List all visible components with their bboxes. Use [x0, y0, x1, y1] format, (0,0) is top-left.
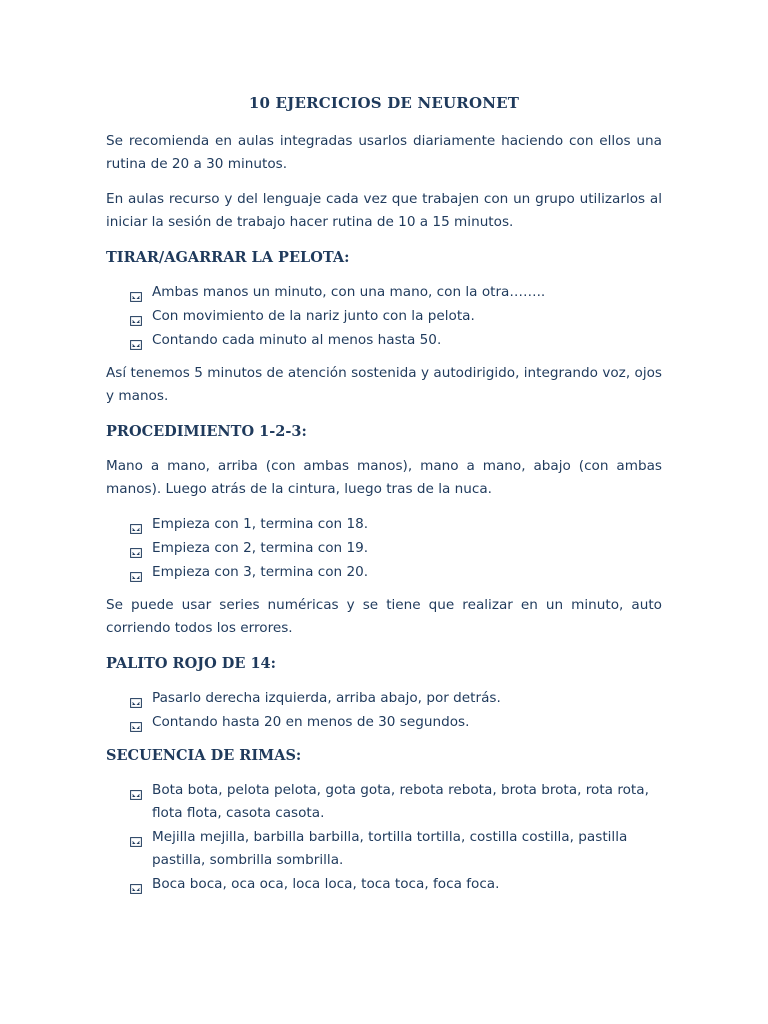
list-item: Contando hasta 20 en menos de 30 segundos. — [130, 711, 662, 734]
list-item: Ambas manos un minuto, con una mano, con la otra…….. — [130, 281, 662, 304]
checkbox-bullet-icon — [130, 717, 142, 727]
checkbox-bullet-icon — [130, 785, 142, 795]
list-item: Contando cada minuto al menos hasta 50. — [130, 329, 662, 352]
checkbox-bullet-icon — [130, 287, 142, 297]
intro-paragraph-2: En aulas recurso y del lenguaje cada vez que trabajen con un grupo utilizarlos al iniciar la sesión de trabajo hacer rutina de 10 a 15 minutos. — [106, 191, 662, 230]
section-heading-secuencia-rimas: SECUENCIA DE RIMAS: — [106, 747, 302, 764]
exercise-list-secuencia-rimas — [106, 779, 662, 896]
document-title: 10 EJERCICIOS DE NEURONET — [248, 94, 520, 112]
exercise-list-procedimiento — [106, 513, 662, 584]
checkbox-bullet-icon — [130, 543, 142, 553]
intro-paragraph-1: Se recomienda en aulas integradas usarlos diariamente haciendo con ellos una rutina de 20 a 30 minutos. — [106, 133, 662, 172]
checkbox-bullet-icon — [130, 567, 142, 577]
checkbox-bullet-icon — [130, 832, 142, 842]
exercise-list-tirar-agarrar — [106, 281, 662, 352]
list-item: Con movimiento de la nariz junto con la pelota. — [130, 305, 662, 328]
section-note-procedimiento: Se puede usar series numéricas y se tiene que realizar en un minuto, auto corriendo todos los errores. — [106, 597, 662, 636]
checkbox-bullet-icon — [130, 519, 142, 529]
section-description-procedimiento: Mano a mano, arriba (con ambas manos), mano a mano, abajo (con ambas manos). Luego atrás de la cintura, luego tras de la nuca. — [106, 458, 662, 497]
list-item: Mejilla mejilla, barbilla barbilla, tortilla tortilla, costilla costilla, pastilla pastilla, sombrilla sombrilla. — [130, 826, 662, 872]
list-item: Pasarlo derecha izquierda, arriba abajo, por detrás. — [130, 687, 662, 710]
section-heading-tirar-agarrar: TIRAR/AGARRAR LA PELOTA: — [106, 249, 350, 266]
checkbox-bullet-icon — [130, 693, 142, 703]
list-item: Bota bota, pelota pelota, gota gota, rebota rebota, brota brota, rota rota, flota flota, casota casota. — [130, 779, 662, 825]
list-item: Empieza con 1, termina con 18. — [130, 513, 662, 536]
list-item: Empieza con 2, termina con 19. — [130, 537, 662, 560]
section-heading-palito-rojo: PALITO ROJO DE 14: — [106, 655, 276, 672]
section-note-tirar-agarrar: Así tenemos 5 minutos de atención sostenida y autodirigido, integrando voz, ojos y manos. — [106, 365, 662, 404]
exercise-list-palito-rojo — [106, 687, 662, 734]
checkbox-bullet-icon — [130, 335, 142, 345]
section-heading-procedimiento: PROCEDIMIENTO 1-2-3: — [106, 423, 307, 440]
list-item: Empieza con 3, termina con 20. — [130, 561, 662, 584]
list-item: Boca boca, oca oca, loca loca, toca toca, foca foca. — [130, 873, 662, 896]
checkbox-bullet-icon — [130, 311, 142, 321]
checkbox-bullet-icon — [130, 879, 142, 889]
